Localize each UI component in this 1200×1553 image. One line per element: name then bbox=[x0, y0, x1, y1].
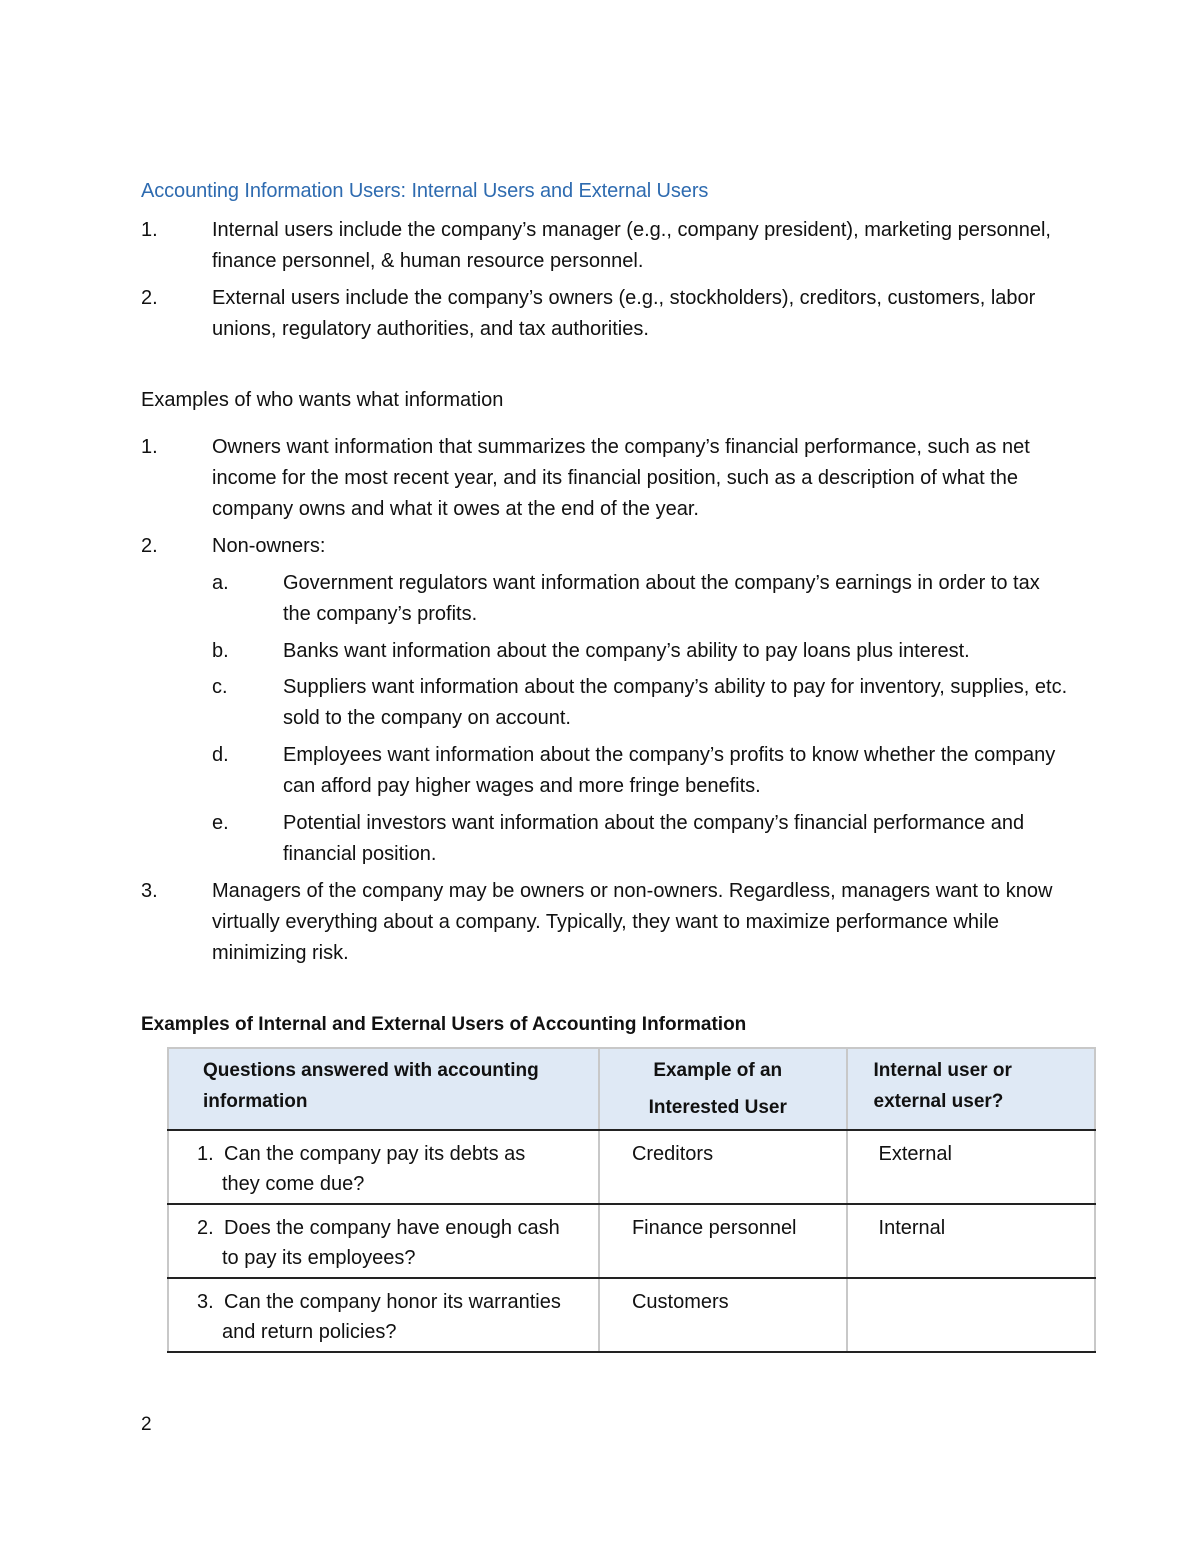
table-row bbox=[168, 1204, 1095, 1278]
list-text: Non-owners: bbox=[212, 535, 326, 557]
list-letter: a. bbox=[212, 572, 229, 594]
question-cell bbox=[168, 1204, 599, 1278]
list-text: Owners want information that summarizes the company’s financial performance, such as net income for the most recent year, and its financial position, such as a description of what the company owns and what it owes at the end of the year. bbox=[212, 436, 1030, 520]
list-number: 1. bbox=[141, 436, 158, 458]
list-number: 3. bbox=[141, 880, 158, 902]
question-cell bbox=[168, 1130, 599, 1204]
question-number: 2. bbox=[197, 1217, 214, 1239]
list-letter: c. bbox=[212, 676, 228, 698]
question-text: Can the company pay its debts as bbox=[224, 1143, 526, 1165]
table-title: Examples of Internal and External Users of Accounting Information bbox=[141, 1014, 747, 1035]
list-text: Government regulators want information about the company’s earnings in order to tax the company’s profits. bbox=[283, 572, 1040, 625]
list-number: 2. bbox=[141, 287, 158, 309]
list-text: Potential investors want information about the company’s financial performance and financial position. bbox=[283, 812, 1025, 865]
header-interested-user: Example of an Interested User bbox=[599, 1048, 847, 1130]
list-letter: d. bbox=[212, 744, 229, 766]
list-text: External users include the company’s owners (e.g., stockholders), creditors, customers, labor unions, regulatory authorities, and tax authorities. bbox=[212, 287, 1036, 340]
user-type-cell: Internal bbox=[847, 1204, 1095, 1278]
user-type-cell bbox=[847, 1278, 1095, 1352]
header-user-type: Internal user or external user? bbox=[847, 1048, 1095, 1130]
question-text-continued: and return policies? bbox=[222, 1321, 397, 1343]
question-number: 3. bbox=[197, 1291, 214, 1313]
interested-user-cell: Creditors bbox=[599, 1130, 847, 1204]
list-letter: e. bbox=[212, 812, 229, 834]
interested-user-cell: Finance personnel bbox=[599, 1204, 847, 1278]
list-letter: b. bbox=[212, 640, 229, 662]
table-row bbox=[168, 1278, 1095, 1352]
list-text: Banks want information about the company’s ability to pay loans plus interest. bbox=[283, 640, 970, 662]
interested-user-cell: Customers bbox=[599, 1278, 847, 1352]
table-row bbox=[168, 1130, 1095, 1204]
examples-heading: Examples of who wants what information bbox=[141, 389, 504, 411]
question-number: 1. bbox=[197, 1143, 214, 1165]
list-text: Suppliers want information about the company’s ability to pay for inventory, supplies, etc. sold to the company on account. bbox=[283, 676, 1068, 729]
page-number: 2 bbox=[141, 1414, 152, 1435]
table-header-row bbox=[168, 1048, 1095, 1130]
list-text: Internal users include the company’s manager (e.g., company president), marketing personnel, finance personnel, & human resource personnel. bbox=[212, 219, 1051, 272]
question-text-continued: to pay its employees? bbox=[222, 1247, 416, 1269]
section-heading: Accounting Information Users: Internal Users and External Users bbox=[141, 180, 709, 202]
list-number: 1. bbox=[141, 219, 158, 241]
question-cell bbox=[168, 1278, 599, 1352]
header-questions: Questions answered with accounting information bbox=[168, 1048, 599, 1130]
list-text: Employees want information about the company’s profits to know whether the company can afford pay higher wages and more fringe benefits. bbox=[283, 744, 1056, 797]
list-number: 2. bbox=[141, 535, 158, 557]
question-text: Can the company honor its warranties bbox=[224, 1291, 561, 1313]
question-text-continued: they come due? bbox=[222, 1173, 365, 1195]
question-text: Does the company have enough cash bbox=[224, 1217, 560, 1239]
list-text: Managers of the company may be owners or non-owners. Regardless, managers want to know virtually everything about a company. Typically, they want to maximize performance while minimizing risk. bbox=[212, 880, 1053, 964]
users-table bbox=[167, 1047, 1096, 1353]
user-type-cell: External bbox=[847, 1130, 1095, 1204]
